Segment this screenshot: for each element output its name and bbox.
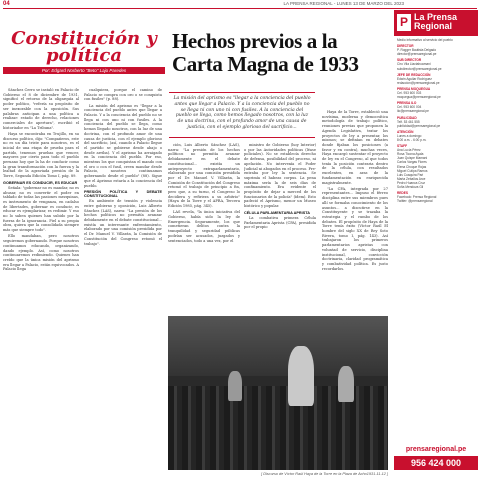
masthead-block-line: director@prensaregional.pe: [397, 52, 437, 57]
photo-speaker-figure: [288, 346, 314, 406]
masthead-block-line: Sofía Mendoza Gil: [397, 185, 424, 189]
masthead-block-line: Pedro Huanca Cruz: [397, 180, 425, 185]
masthead-block-line: Rosa Ticona Ayala: [397, 152, 424, 157]
subheading: CÉLULA PARLAMENTARIA APRISTA: [244, 210, 311, 215]
section-title: [3, 30, 165, 64]
masthead-block-heading: PRENSA ILO: [397, 101, 417, 106]
paragraph: En ambiente de tensión y violencia entre gobierno y oposición, Luis Alberto Sánchez (LAS), narra: "La presión de los hechos políticos no permitía avanzar debidamente en el debate constitucional... existía un interesante enfrentamiento, elaborado por una comisión presidida por el Dr. Manuel V. Villarán, la Comisión de Constitución del Congreso retomó el trabajo".: [84, 199, 162, 246]
website-link[interactable]: prensaregional.pe: [405, 446, 467, 453]
photo-caption: [ Discurso de Víctor Raúl Haya de la Torre en la Plaza de Acho1931-11-12 ]: [261, 472, 388, 476]
logo-name-line-2: Regional: [414, 21, 453, 31]
masthead-block-line: ilo@prensaregional.pe: [397, 109, 429, 114]
masthead-block-line: Cel. 953 600 004: [397, 105, 422, 110]
section-title-line-2: política: [45, 45, 123, 66]
article-headline: Hechos previos a la Carta Magna de 1933: [172, 29, 359, 76]
masthead-block-line: Marta Zeballos Arce: [397, 176, 426, 181]
masthead-blocks: [397, 44, 475, 203]
masthead-block-line: publicidad@prensaregional.pe: [397, 123, 441, 128]
masthead-block-heading: PRENSA MOQUEGUA: [397, 86, 431, 91]
section-title-line-1: Constitución y: [11, 28, 157, 49]
masthead-block-line: P. Rogger Bautista Delgado: [397, 48, 437, 53]
masthead-block-line: Elena Choque Rojas: [397, 164, 427, 169]
logo-tagline: Medio informativo al servicio del pueblo: [397, 38, 453, 42]
page-header: [0, 0, 480, 10]
masthead-block-line: Telf. 53 461 555: [397, 119, 420, 124]
photo-figure: [338, 366, 354, 402]
logo-mark-icon: P: [397, 14, 411, 31]
paragraph: ministro de Gobierno (hoy Interior) o por las Autoridades políticas (léase policiales). No se establecía derecho de defensa, posibilidad del proceso, ni apelación. No intervenía el Poder Judicial ni abogados en el proceso. Pre-entraba por ley la sentencia. Se suprimía el habeas corpus. La pena máxima sería la de seis días de confinamiento. Era evidente el propósito de dejar a merced de los funcionarios de la policía" (ídem). Esto padeció el Aprismo, menor un Museo histórico y popular.: [244, 143, 316, 209]
section-byline: Por: Edgard Norberto "Beto" Lajo Paredes: [3, 67, 165, 74]
masthead-block-heading: STAFF: [397, 144, 408, 149]
paragraph: Haya se encontraba en Trujillo, en su discurso político, dijo: "Compañeros, este no es un día triste para nosotros, es el inicial de una etapa de prueba para el partido, tenemos pruebas que vencer, mayores por cierto para todo el pueblo peruano hoy que la ha de conducir como la gran transformación con la fuerza y la lealtad de la agraviada presión de la Torre, Segunda Edición Tomo I, pág. 89.: [3, 131, 79, 179]
header-rule: [3, 8, 477, 9]
subheading: GOBERNAR ES CONDUCIR, ES EDUCAR: [3, 180, 78, 185]
masthead-block-line: Luis Coaquira Pari: [397, 172, 424, 177]
article-column-3: [168, 143, 240, 313]
phone-number: 956 424 000: [394, 456, 478, 470]
masthead-block-line: Twitter: @prensaregional: [397, 199, 433, 204]
masthead-block-line: Juan Quispe Mamani: [397, 156, 428, 161]
masthead-block-line: moquegua@prensaregional.pe: [397, 95, 441, 100]
paragraph: LAS revela, "la única iniciativa del Gobierno, había sido la ley de Emergencia. Seguramente, los que cometieran delitos contra la tranquilidad y seguridad públicas podrían ser acusados, juzgados y sentenciados, todo a una vez, por el: [168, 210, 240, 243]
publication-logo: [394, 10, 478, 36]
article-photo: [168, 316, 388, 470]
paragraph: Señala: "gobernar no es mandar, no es abusar, no es convertir el poder en tablado de todas las pasiones mezquinas, es instrumento de venganza, en cadalso de libertades, gobernar es conducir, es educar es ejemplarizar, es redimir. Y eso no lo saben quienes han subido por la fuerza de la ignorancia. Fiel a su propia obra, quiera que la consolidada siempre más que siempre todo".: [3, 185, 79, 233]
paragraph: Sánchez Cerro se instaló en Palacio de Gobierno el 8 de diciembre de 1931, significó el retorno de la oligarquía al poder político, "refería su propósito de ser inexorable con la oposición. Sus palabras anticipan a una política a realizar: estado de derecho, relaciones comerciales de apertura", escribió el historiador en "La Tribuna".: [3, 88, 79, 130]
masthead-block-heading: JEFE DE REDACCIÓN: [397, 72, 431, 77]
page-number: 04: [3, 1, 10, 7]
masthead-block-heading: REDES: [397, 191, 408, 196]
paragraph: Ello mandaban, pero nosotros seguiremos gobernando. Porque nosotros continuamos educando, organizando, dando ejemplo. Así, como nosotros continuaremos redimiendo. Quienes han creído que la única misión del aprismo era llegar a Palacio, están equivocados. A Palacio llega: [3, 234, 79, 272]
masthead-block-line: Cel. 953 600 003: [397, 91, 422, 96]
masthead-block-line: redaccion@prensaregional.pe: [397, 80, 440, 85]
masthead-block-line: subdirector@prensaregional.pe: [397, 66, 442, 71]
masthead-block-line: Miguel Cutipa Ramos: [397, 168, 428, 173]
section-header: [3, 30, 165, 84]
photo-crowd: [168, 386, 388, 470]
paragraph: Haya de la Torre, estableció una novísima, moderna y democrática metodología de trabajo político, reuniones previas que proponen la Agenda Legislativa, tratar los proyectos de ley a presentar, los mismos; se definían en debates donde fijaban los posiciones (a favor y en contra), muchas veces, Haya encargó sustentar el proyecto de ley en el Congreso, al que todos tenía la posición contraria dentro de la célula, con resultados excelentes, en aras de la fundamentación en enriquecida magistralmente.: [322, 110, 388, 185]
masthead-block-line: 8:00 a.m. - 6:00 p.m.: [397, 137, 427, 142]
logo-name: [414, 13, 457, 31]
article-column-1: [3, 88, 79, 472]
article-column-5: [322, 110, 388, 310]
masthead-block-heading: DIRECTOR: [397, 44, 414, 49]
dateline: LA PRENSA REGIONAL - LUNES 13 DE MARZO DEL 2023: [283, 1, 404, 6]
masthead-block-line: Lunes a domingo: [397, 133, 422, 138]
masthead-sidebar: [394, 10, 478, 480]
masthead-block-line: Facebook: Prensa Regional: [397, 195, 437, 200]
masthead-block-heading: ATENCIÓN: [397, 129, 414, 134]
masthead-block-heading: PUBLICIDAD: [397, 115, 417, 120]
paragraph: cualquiera, porque el camino de Palacio se compra con oro o se conquista con fusiles" (p. 88).: [84, 88, 162, 102]
paragraph: ción, Luis Alberto Sánchez (LAS), narra: "La presión de los hechos políticos no permitía avanzar debidamente en el debate constitucional... existía un anteproyecto extraparlamentario, elaborado por una comisión presidida por el Dr. Manuel V. Villarán, la Comisión de Constitución del Congreso retomó el trabajo de principio a fin, pero que, a su turno, el Congreso lo decidiera y refiriera a su arbitrio" (Haya de la Torre y el APRA, Tercera Edición 1985, pág. 345).: [168, 143, 240, 209]
masthead-info: [394, 36, 478, 205]
paragraph: La misión del aprismo es "llegar a la conciencia del pueblo antes que llegar a Palacio. Y a la conciencia del pueblo no se llega ni con uno ni con fusiles. A la conciencia del pueblo se llega, como hemos llegado nosotros, con la luz de una doctrina, con el profundo amor de una causa de justicia, con el ejemplo glorioso del sacrificio, (así, cuando a Palacio llegue el partido se gobierne desde abajo o desde arriba). Y el aprismo ha arraigado en la conciencia del pueblo. Por eso, mientras los que conquistan el mando con el oro o con el fusil, creen mandar desde Palacio, nosotros continuamos gobernando desde el pueblo" (88). Sigue que el Aprismo estaría a la conciencia del pueblo.: [84, 103, 162, 188]
masthead-block-heading: SUB DIRECTOR: [397, 58, 422, 63]
paragraph: "La CPA, integrada por 27 representantes... Impuso el férreo disciplina entre sus miembros pues allí se formaba conocimiento de los asuntos... a discutirse en la Constituyente y se trazaba la estrategia y el rumbo de los debates. El propósito de Haya de la Torre tenía éxito (Víctor Raúl El hombre del siglo XX de Rey Soto Rivera, tomo I, pág. 143). Así trabajaron los primeros parlamentarios apristas con voluntad de servicio, disciplina institucional, convicción doctrinaria, claridad programática y combatividad política. Es justo recordarlos.: [322, 186, 388, 271]
masthead-block-line: Ana Lucía Pérez: [397, 148, 421, 153]
subheading: PRESIÓN POLÍTICA Y DEBATE CONSTITUCIONAL: [84, 190, 162, 199]
paragraph: La combativa primera Célula Parlamentaria Aprista (CPA), presidida por el propio: [244, 215, 316, 230]
masthead-block-line: Ciro Vila Llactahuamani: [397, 62, 431, 67]
photo-figure: [228, 371, 242, 401]
logo-name-line-1: La Prensa: [414, 12, 458, 22]
photo-background: [168, 316, 388, 376]
masthead-block-line: Edwin Aguilar Rodríguez: [397, 76, 432, 81]
article-column-2: [84, 88, 162, 472]
masthead-block-line: Carlos Vargas Flores: [397, 160, 427, 165]
pull-quote: La misión del aprismo es "llegar a la conciencia del pueblo antes que llegar a Palacio. Y a la conciencia del pueblo no se llega ni con uno ni con fusiles. A la conciencia del pueblo se llega, como hemos llegado nosotros, con la luz de una doctrina, con el profundo amor de una causa de justicia, con el ejemplo glorioso del sacrificio...: [169, 92, 315, 138]
article-column-4: [244, 143, 316, 313]
